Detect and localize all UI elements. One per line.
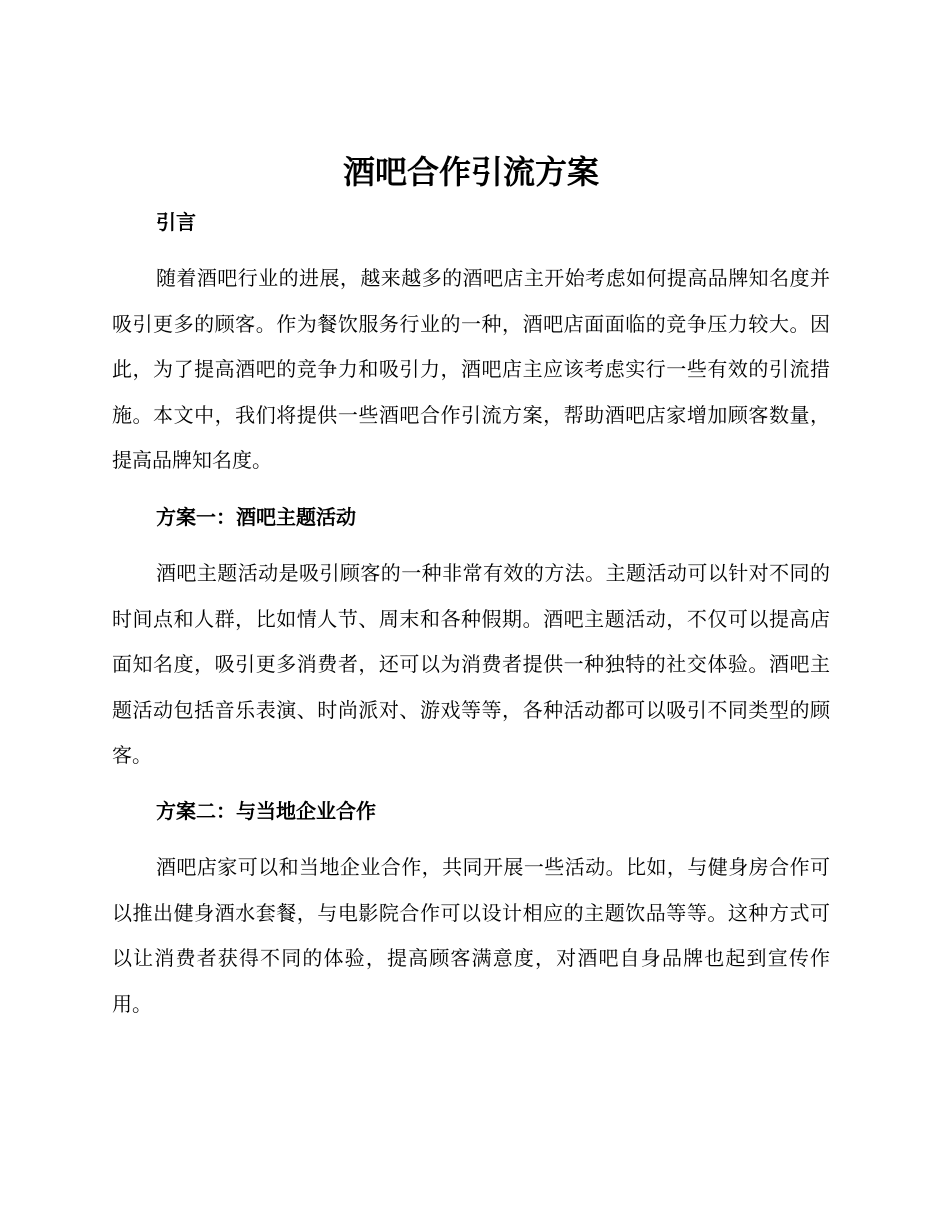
section-heading-plan-one: 方案一：酒吧主题活动: [156, 505, 356, 529]
document-title: 酒吧合作引流方案: [342, 153, 599, 191]
section-heading-plan-two: 方案二：与当地企业合作: [156, 799, 376, 823]
section-paragraph-introduction: 随着酒吧行业的进展，越来越多的酒吧店主开始考虑如何提高品牌知名度并吸引更多的顾客。作为餐饮服务行业的一种，酒吧店面面临的竞争压力较大。因此，为了提高酒吧的竞争力和吸引力，酒吧店主应该考虑实行一些有效的引流措施。本文中，我们将提供一些酒吧合作引流方案，帮助酒吧店家增加顾客数量，提高品牌知名度。: [112, 266, 830, 472]
section-paragraph-plan-one: 酒吧主题活动是吸引顾客的一种非常有效的方法。主题活动可以针对不同的时间点和人群，比如情人节、周末和各种假期。酒吧主题活动，不仅可以提高店面知名度，吸引更多消费者，还可以为消费者提供一种独特的社交体验。酒吧主题活动包括音乐表演、时尚派对、游戏等等，各种活动都可以吸引不同类型的顾客。: [112, 561, 830, 767]
section-heading-introduction: 引言: [156, 210, 196, 234]
section-paragraph-plan-two: 酒吧店家可以和当地企业合作，共同开展一些活动。比如，与健身房合作可以推出健身酒水套餐，与电影院合作可以设计相应的主题饮品等等。这种方式可以让消费者获得不同的体验，提高顾客满意度，对酒吧自身品牌也起到宣传作用。: [112, 855, 830, 1016]
